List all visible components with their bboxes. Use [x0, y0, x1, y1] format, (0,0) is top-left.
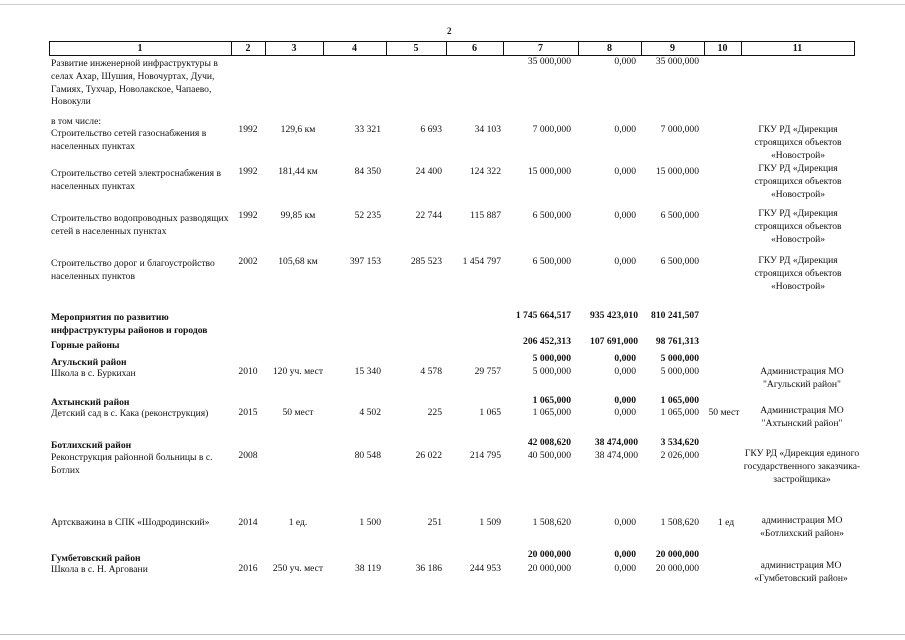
- responsible-org: ГКУ РД «Дирекция строящихся объектов «Новострой»: [754, 124, 842, 161]
- value-col8: 0,000: [614, 124, 636, 135]
- value-col7: 15 000,000: [527, 166, 571, 177]
- value-col9: 35 000,000: [655, 56, 699, 67]
- value-col5: 225: [427, 407, 442, 418]
- value-year: 2014: [238, 517, 258, 528]
- header-col-10: 10: [717, 43, 728, 54]
- value-capacity: 99,85 км: [280, 210, 316, 221]
- district-col8: 38 474,000: [594, 437, 638, 448]
- value-col4: 52 235: [354, 210, 381, 221]
- header-col-11: 11: [792, 43, 803, 54]
- value-capacity: 1 ед.: [288, 517, 308, 528]
- responsible-org: администрация МО «Ботлихский район»: [760, 515, 844, 539]
- value-col5: 6 693: [420, 124, 442, 135]
- header-col-1: 1: [137, 43, 143, 54]
- row-name: Артскважина в СПК «Шодродинский»: [51, 517, 210, 528]
- value-col4: 33 321: [354, 124, 381, 135]
- value-col4: 38 119: [354, 563, 381, 574]
- value-col5: 26 022: [415, 450, 442, 461]
- table-header-bottom-rule: [49, 55, 854, 56]
- value-col4: 397 153: [349, 256, 381, 267]
- value-col4: 80 548: [354, 450, 381, 461]
- header-col-2: 2: [245, 43, 251, 54]
- value-col8: 107 691,000: [590, 336, 638, 347]
- row-name: Школа в с. Н. Арговани: [51, 564, 148, 575]
- district-col8: 0,000: [614, 395, 636, 406]
- value-col9: 15 000,000: [655, 166, 699, 177]
- row-name: Строительство сетей газоснабжения в населенных пунктах: [51, 128, 207, 152]
- value-col5: 36 186: [415, 563, 442, 574]
- value-col9: 810 241,507: [651, 310, 699, 321]
- value-col9: 2 026,000: [660, 450, 699, 461]
- value-col7: 6 500,000: [532, 210, 571, 221]
- value-col4: 15 340: [354, 366, 381, 377]
- value-col8: 0,000: [614, 166, 636, 177]
- value-col9: 6 500,000: [660, 256, 699, 267]
- value-col5: 4 578: [420, 366, 442, 377]
- value-col6: 1 454 797: [462, 256, 501, 267]
- district-col7: 1 065,000: [532, 395, 571, 406]
- value-col6: 124 322: [469, 166, 501, 177]
- value-col8: 0,000: [614, 210, 636, 221]
- value-col5: 24 400: [415, 166, 442, 177]
- value-col4: 84 350: [354, 166, 381, 177]
- value-col8: 935 423,010: [590, 310, 638, 321]
- value-year: 1992: [238, 124, 258, 135]
- value-year: 2002: [238, 256, 258, 267]
- header-col-6: 6: [472, 43, 477, 54]
- district-col8: 0,000: [614, 549, 636, 560]
- value-col10: 50 мест: [708, 407, 740, 418]
- district-col9: 5 000,000: [660, 353, 699, 364]
- value-col7: 7 000,000: [532, 124, 571, 135]
- value-col8: 0,000: [614, 563, 636, 574]
- value-col8: 0,000: [614, 256, 636, 267]
- header-col-3: 3: [291, 43, 297, 54]
- value-col7: 1 745 664,517: [515, 310, 571, 321]
- row-name: Горные районы: [51, 340, 120, 351]
- value-col9: 6 500,000: [660, 210, 699, 221]
- district-col7: 5 000,000: [532, 353, 571, 364]
- value-col6: 1 065: [479, 407, 501, 418]
- row-name: Школа в с. Буркихан: [51, 368, 136, 379]
- value-col7: 1 508,620: [532, 517, 571, 528]
- header-col-5: 5: [413, 43, 419, 54]
- value-col9: 7 000,000: [660, 124, 699, 135]
- value-year: 2016: [238, 563, 258, 574]
- value-col4: 1 500: [359, 517, 381, 528]
- district-col9: 20 000,000: [655, 549, 699, 560]
- row-name: Детский сад в с. Кака (реконструкция): [51, 408, 209, 419]
- value-capacity: 50 мест: [282, 407, 314, 418]
- header-col-9: 9: [670, 43, 675, 54]
- row-name: Строительство водопроводных разводящих сетей в населенных пунктах: [51, 213, 229, 237]
- district-col8: 0,000: [614, 353, 636, 364]
- responsible-org: ГКУ РД «Дирекция строящихся объектов «Новострой»: [754, 208, 842, 245]
- district-name: Ботлихский район: [51, 440, 132, 451]
- value-col6: 115 887: [470, 210, 501, 221]
- value-col6: 244 953: [469, 563, 501, 574]
- header-divider: [854, 41, 855, 56]
- value-col4: 4 502: [359, 407, 381, 418]
- value-year: 1992: [238, 210, 258, 221]
- scan-edge-bottom: [0, 634, 905, 635]
- value-col5: 251: [427, 517, 442, 528]
- value-col9: 20 000,000: [655, 563, 699, 574]
- value-capacity: 129,6 км: [280, 124, 316, 135]
- value-col9: 1 508,620: [660, 517, 699, 528]
- value-col5: 285 523: [410, 256, 442, 267]
- row-name: Строительство дорог и благоустройство населенных пунктов: [51, 258, 215, 282]
- header-col-8: 8: [607, 43, 612, 54]
- district-col7: 20 000,000: [527, 549, 571, 560]
- value-capacity: 181,44 км: [278, 166, 318, 177]
- value-year: 2015: [238, 407, 258, 418]
- responsible-org: Администрация МО "Ахтынский район": [760, 405, 844, 429]
- responsible-org: ГКУ РД «Дирекция единого государственного заказчика-застройщика»: [743, 448, 861, 485]
- page-number: 2: [447, 26, 452, 36]
- value-col5: 22 744: [415, 210, 442, 221]
- header-col-4: 4: [352, 43, 357, 54]
- district-col9: 1 065,000: [660, 395, 699, 406]
- value-col7: 35 000,000: [527, 56, 571, 67]
- value-capacity: 250 уч. мест: [272, 563, 324, 574]
- district-name: Гумбетовский район: [51, 553, 141, 564]
- value-col9: 1 065,000: [660, 407, 699, 418]
- value-col8: 38 474,000: [594, 450, 638, 461]
- district-name: Агульский район: [51, 357, 127, 368]
- district-name: Ахтынский район: [51, 397, 130, 408]
- value-capacity: 120 уч. мест: [272, 366, 324, 377]
- value-year: 2010: [238, 366, 258, 377]
- district-col7: 42 008,620: [527, 437, 571, 448]
- value-year: 1992: [238, 166, 258, 177]
- row-name: Строительство сетей электроснабжения в населенных пунктах: [51, 168, 221, 192]
- row-name: Развитие инженерной инфраструктуры в селах Ахар, Шушия, Новочуртах, Дучи, Гамиях, Тухчар, Новолакское, Чапаево, Новокули: [51, 58, 218, 108]
- row-prefix: в том числе:: [51, 116, 102, 127]
- responsible-org: администрация МО «Гумбетовский район»: [754, 560, 848, 584]
- responsible-org: Администрация МО "Агульский район": [760, 366, 844, 390]
- value-col9: 5 000,000: [660, 366, 699, 377]
- value-col8: 0,000: [614, 56, 636, 67]
- value-col7: 1 065,000: [532, 407, 571, 418]
- header-col-7: 7: [538, 43, 543, 54]
- row-name: Реконструкция районной больницы в с. Ботлих: [51, 452, 213, 476]
- value-col8: 0,000: [614, 407, 636, 418]
- value-col7: 40 500,000: [527, 450, 571, 461]
- value-col7: 5 000,000: [532, 366, 571, 377]
- value-col6: 34 103: [474, 124, 501, 135]
- value-year: 2008: [238, 450, 258, 461]
- responsible-org: ГКУ РД «Дирекция строящихся объектов «Новострой»: [754, 163, 842, 200]
- value-col8: 0,000: [614, 366, 636, 377]
- responsible-org: ГКУ РД «Дирекция строящихся объектов «Новострой»: [754, 255, 842, 292]
- district-col9: 3 534,620: [660, 437, 699, 448]
- value-col7: 206 452,313: [523, 336, 571, 347]
- value-col8: 0,000: [614, 517, 636, 528]
- value-col9: 98 761,313: [655, 336, 699, 347]
- value-col6: 1 509: [479, 517, 501, 528]
- row-name: Мероприятия по развитию инфраструктуры районов и городов: [51, 312, 208, 336]
- value-col10: 1 ед: [717, 517, 735, 528]
- value-col6: 29 757: [474, 366, 501, 377]
- scan-edge-top: [0, 4, 905, 5]
- value-capacity: 105,68 км: [278, 256, 318, 267]
- value-col7: 6 500,000: [532, 256, 571, 267]
- value-col6: 214 795: [469, 450, 501, 461]
- value-col7: 20 000,000: [527, 563, 571, 574]
